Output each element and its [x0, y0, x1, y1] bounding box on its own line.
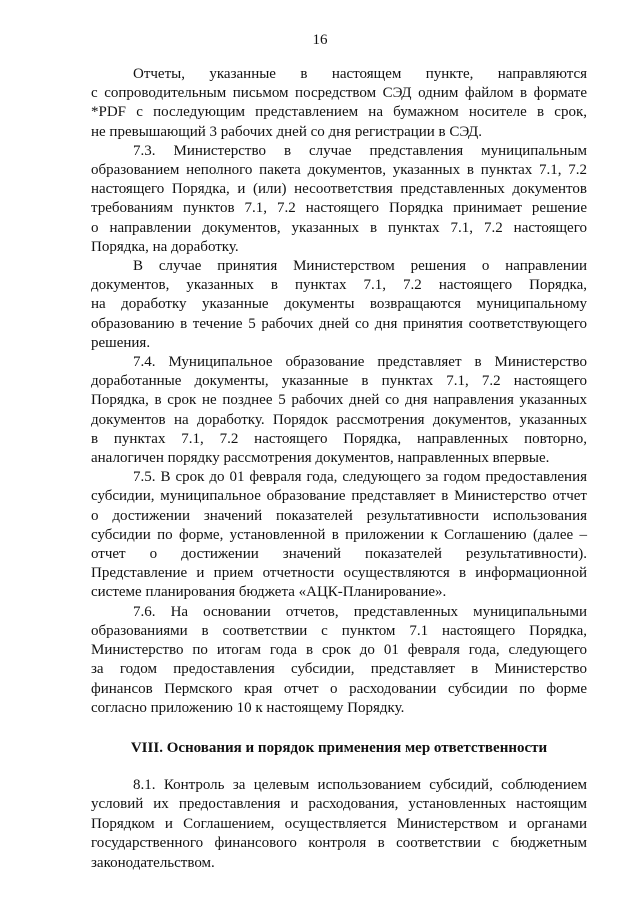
text-line: на доработку указанные документы возвращаются муниципальному	[91, 296, 587, 313]
paragraph-8-1	[91, 776, 587, 873]
text-line: Порядком и Соглашением, осуществляется Министерством и органами	[91, 815, 587, 832]
text-line: Порядка, на доработку.	[91, 238, 239, 255]
text-line: 7.5. В срок до 01 февраля года, следующего за годом предоставления	[133, 469, 587, 486]
text-line: В случае принятия Министерством решения о направлении	[133, 258, 587, 275]
text-line: настоящего Порядка, и (или) несоответствия представленных документов	[91, 181, 587, 198]
text-line: аналогичен порядку рассмотрения документов, направленных впервые.	[91, 450, 550, 467]
paragraph-7-4	[91, 353, 587, 468]
text-line: требованиям пунктов 7.1, 7.2 настоящего Порядка принимает решение	[91, 200, 587, 217]
text-line: образованию в течение 5 рабочих дней со дня принятия соответствующего	[91, 315, 587, 332]
text-line: документов, указанных в пунктах 7.1, 7.2 настоящего Порядка,	[91, 277, 587, 294]
text-line: Представление и прием отчетности осуществляются в информационной	[91, 565, 587, 582]
text-line: согласно приложению 10 к настоящему Порядку.	[91, 699, 405, 716]
text-line: 7.6. На основании отчетов, представленных муниципальными	[133, 603, 587, 620]
text-line: о достижении значений показателей результативности использования	[91, 507, 587, 524]
section-heading: VIII. Основания и порядок применения мер ответственности	[130, 740, 548, 756]
text-line: законодательством.	[91, 854, 215, 871]
text-line: образованиями в соответствии с пунктом 7.1 настоящего Порядка,	[91, 622, 587, 639]
text-line: образованием неполного пакета документов, указанных в пунктах 7.1, 7.2	[91, 162, 587, 179]
text-line: с сопроводительным письмом посредством СЭД одним файлом в формате	[91, 85, 587, 102]
text-line: в пунктах 7.1, 7.2 настоящего Порядка, направленных повторно,	[91, 430, 587, 447]
text-line: 8.1. Контроль за целевым использованием субсидий, соблюдением	[133, 777, 587, 793]
text-line: субсидии по форме, установленной в приложении к Соглашению (далее –	[91, 526, 587, 543]
text-line: системе планирования бюджета «АЦК-Планирование».	[91, 584, 447, 601]
paragraph-reports	[91, 65, 587, 142]
text-line: субсидии, муниципальное образование представляет в Министерство отчет	[91, 488, 587, 505]
text-line: за годом предоставления субсидии, представляет в Министерство	[91, 661, 587, 678]
text-line: отчет о достижении значений показателей результативности).	[91, 546, 587, 563]
text-line: условий их предоставления и расходования, установленных настоящим	[91, 796, 587, 813]
paragraph-7-6	[91, 603, 587, 718]
paragraph-7-3	[91, 142, 587, 257]
text-line: Порядка, в срок не позднее 5 рабочих дней со дня направления указанных	[91, 392, 587, 409]
text-line: 7.4. Муниципальное образование представляет в Министерство	[133, 354, 587, 371]
paragraph-7-5	[91, 468, 587, 602]
text-line: 7.3. Министерство в случае представления муниципальным	[133, 142, 587, 159]
text-line: документов на доработку. Порядок рассмотрения документов, указанных	[91, 411, 587, 428]
text-line: Министерство по итогам года в срок до 01 февраля года, следующего	[91, 642, 587, 659]
text-line: *PDF с последующим представлением на бумажном носителе в срок,	[91, 104, 587, 121]
paragraph-7-3-continuation	[91, 257, 587, 353]
text-line: о направлении документов, указанных в пунктах 7.1, 7.2 настоящего	[91, 219, 587, 236]
text-line: не превышающий 3 рабочих дней со дня регистрации в СЭД.	[91, 123, 483, 140]
text-line: государственного финансового контроля в соответствии с бюджетным	[91, 835, 587, 852]
text-line: доработанные документы, указанные в пунктах 7.1, 7.2 настоящего	[91, 373, 587, 390]
text-line: финансов Пермского края отчет о расходовании субсидии по форме	[91, 680, 587, 697]
page-number: 16	[312, 32, 328, 48]
document-body	[91, 65, 587, 718]
text-line: решения.	[91, 334, 151, 351]
text-line: Отчеты, указанные в настоящем пункте, направляются	[133, 66, 587, 82]
